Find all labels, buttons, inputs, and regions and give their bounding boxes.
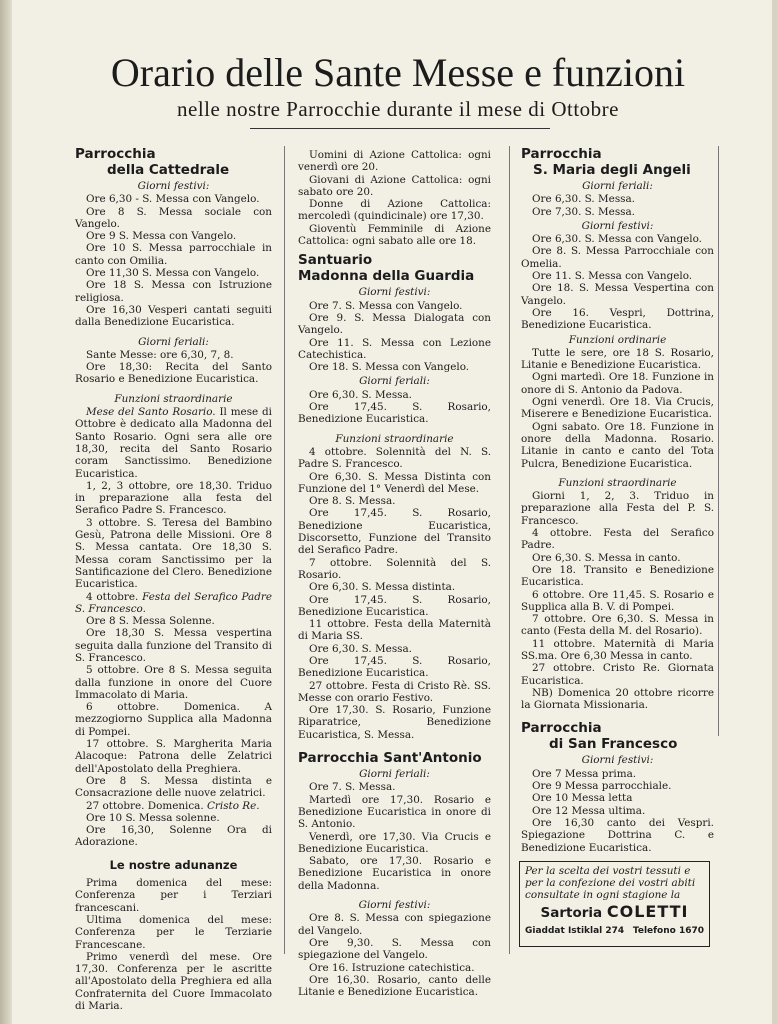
section-subheading: Giorni feriali: xyxy=(359,768,430,781)
section-subheading: Giorni feriali: xyxy=(582,180,653,192)
schedule-entry: NB) Domenica 20 ottobre ricorre la Giornata Missionaria. xyxy=(521,686,714,712)
parish-heading-cattedrale xyxy=(75,146,272,178)
schedule-entry: Ore 6,30. S. Messa in canto. xyxy=(532,551,681,564)
schedule-entry: 27 ottobre. Cristo Re. Giornata Eucaristica. xyxy=(521,662,714,687)
schedule-entry: Ore 16. Istruzione catechistica. xyxy=(309,961,475,974)
schedule-entry: Ore 16. Vespri, Dottrina, Benedizione Eucaristica. xyxy=(521,306,714,332)
section-subheading: Giorni festivi: xyxy=(581,219,654,232)
schedule-entry: Ore 16,30 Vesperi cantati seguiti dalla Benedizione Eucaristica. xyxy=(75,303,272,329)
heading-line: Parrocchia xyxy=(521,146,602,162)
schedule-entry: Ore 10 Messa letta xyxy=(532,792,633,805)
schedule-entry: Ore 18. S. Messa Vespertina con Vangelo. xyxy=(521,282,714,307)
page-spine-shadow xyxy=(0,0,12,1024)
section-subheading: Giorni festivi: xyxy=(581,754,654,767)
ad-phone: Telefono 1670 xyxy=(632,926,704,936)
schedule-entry: Ore 17,45. S. Rosario, Benedizione Eucaristica, Discorsetto, Funzione del Transito del Serafico Padre. xyxy=(298,507,491,557)
title-underline xyxy=(250,128,550,129)
column-angeli-francesco xyxy=(521,146,714,854)
schedule-entry: Ore 18 S. Messa con Istruzione religiosa. xyxy=(75,279,272,304)
ad-brand-prefix: Sartoria xyxy=(540,905,603,921)
adunanze-heading: Le nostre adunanze xyxy=(109,857,238,872)
schedule-entry: Ore 11,30 S. Messa con Vangelo. xyxy=(86,267,260,280)
schedule-entry: Ogni martedì. Ore 18. Funzione in onore di S. Antonio da Padova. xyxy=(521,371,714,396)
section-subheading: Giorni festivi: xyxy=(358,899,431,912)
schedule-entry: Ogni venerdì. Ore 18. Via Crucis, Miserere e Benedizione Eucaristica. xyxy=(521,396,714,421)
schedule-entry: Ore 16,30. Rosario, canto delle Litanie e Benedizione Eucaristica. xyxy=(298,973,491,999)
schedule-entry: Ore 6,30. S. Messa distinta. xyxy=(309,581,456,594)
schedule-entry: Ore 17,45. S. Rosario, Benedizione Eucaristica. xyxy=(298,593,491,618)
schedule-entry: Ore 6,30. S. Messa. xyxy=(309,642,412,655)
column-divider-3 xyxy=(718,146,719,736)
ad-brand-name: COLETTI xyxy=(606,902,689,921)
entry-emphasis: Festa del Serafico Padre S. Francesco. xyxy=(75,590,272,615)
schedule-entry: Ore 9 Messa parrocchiale. xyxy=(532,780,672,793)
schedule-entry: Ore 7. S. Messa. xyxy=(309,781,396,794)
parish-heading-guardia xyxy=(298,252,491,284)
heading-line: Parrocchia xyxy=(75,146,156,162)
heading-line: Santuario xyxy=(298,252,373,269)
section-subheading: Funzioni straordinarie xyxy=(335,432,454,445)
sartoria-advertisement xyxy=(519,861,710,947)
schedule-entry: Tutte le sere, ore 18 S. Rosario, Litanie e Benedizione Eucaristica. xyxy=(521,346,714,372)
section-subheading: Funzioni straordinarie xyxy=(558,476,677,489)
schedule-entry: 4 ottobre. Solennità del N. S. Padre S. Francesco. xyxy=(298,445,491,471)
ad-address: Giaddat Istiklal 274 xyxy=(525,926,625,936)
entry-text: 4 ottobre. xyxy=(86,590,143,603)
schedule-entry: 7 ottobre. Solennità del S. Rosario. xyxy=(298,556,491,581)
schedule-entry: Ore 16,30, Solenne Ora di Adorazione. xyxy=(75,824,272,849)
column-cattedrale xyxy=(75,146,272,1012)
schedule-entry: Ore 10 S. Messa solenne. xyxy=(86,811,220,824)
ad-text: Per la scelta dei vostri tessuti e per la confezione dei vostri abiti consultate in ogni stagione la xyxy=(525,865,696,901)
schedule-entry xyxy=(75,591,272,616)
schedule-entry: Ultima domenica del mese: Conferenza per le Terziarie Francescane. xyxy=(75,913,272,951)
ad-contact xyxy=(525,925,704,937)
schedule-entry: Ore 8 S. Messa Solenne. xyxy=(86,615,215,628)
schedule-entry: 4 ottobre. Festa del Serafico Padre. xyxy=(521,527,714,552)
schedule-entry: Ore 18,30 S. Messa vespertina seguita dalla funzione del Transito di S. Francesco. xyxy=(75,627,272,664)
section-subheading: Funzioni straordinarie xyxy=(114,392,233,405)
page-right-edge xyxy=(772,0,778,1024)
schedule-entry: Primo venerdì del mese. Ore 17,30. Conferenza per le ascritte all'Apostolato della Preghiera ed alla Confraternita del Cuore Immacolato di Maria. xyxy=(75,950,272,1012)
schedule-entry: Ogni sabato. Ore 18. Funzione in onore della Madonna. Rosario. Litanie in canto e canto del Tota Pulcra, Benedizione Eucaristica. xyxy=(521,420,714,470)
schedule-entry: Gioventù Femminile di Azione Cattolica: ogni sabato alle ore 18. xyxy=(298,222,491,248)
schedule-entry: Ore 7. S. Messa con Vangelo. xyxy=(309,299,463,312)
schedule-entry: Ore 6,30. S. Messa con Vangelo. xyxy=(532,233,702,246)
section-subheading: Funzioni ordinarie xyxy=(568,333,667,346)
schedule-entry: Donne di Azione Cattolica: mercoledì (quindicinale) ore 17,30. xyxy=(298,198,491,223)
parish-heading-angeli xyxy=(521,146,714,178)
schedule-entry: 11 ottobre. Maternità di Maria SS.ma. Ore 6,30 Messa in canto. xyxy=(521,637,714,662)
section-subheading: Giorni feriali: xyxy=(359,375,430,388)
ad-brand xyxy=(525,902,704,921)
schedule-entry: Giorni 1, 2, 3. Triduo in preparazione alla Festa del P. S. Francesco. xyxy=(521,490,714,527)
schedule-entry: Ore 8. S. Messa Parrocchiale con Omelia. xyxy=(521,245,714,270)
schedule-entry: Ore 18. Transito e Benedizione Eucaristica. xyxy=(521,563,714,589)
schedule-entry: 6 ottobre. Domenica. A mezzogiorno Supplica alla Madonna di Pompei. xyxy=(75,701,272,738)
schedule-entry: Ore 9,30. S. Messa con spiegazione del Vangelo. xyxy=(298,936,491,962)
schedule-entry: Ore 8 S. Messa sociale con Vangelo. xyxy=(75,205,272,230)
schedule-entry: 11 ottobre. Festa della Maternità di Maria SS. xyxy=(298,618,491,643)
column-guardia-antonio xyxy=(298,149,491,998)
schedule-entry: Ore 8. S. Messa. xyxy=(309,495,396,508)
schedule-entry: Venerdì, ore 17,30. Via Crucis e Benedizione Eucaristica. xyxy=(298,830,491,855)
schedule-entry: Martedì ore 17,30. Rosario e Benedizione Eucaristica in onore di S. Antonio. xyxy=(298,793,491,831)
section-subheading: Giorni festivi: xyxy=(137,180,210,192)
schedule-entry: Ore 8 S. Messa distinta e Consacrazione delle nuove zelatrici. xyxy=(75,774,272,800)
entry-text: Il mese di Ottobre è dedicato alla Madonna del Santo Rosario. Ogni sera alle ore 18,30, recita del Santo Rosario coram Sanctissimo. Benedizione Eucaristica. xyxy=(75,406,272,480)
schedule-entry: Ore 17,30. S. Rosario, Funzione Riparatrice, Benedizione Eucaristica, S. Messa. xyxy=(298,704,491,741)
heading-line: della Cattedrale xyxy=(107,162,230,178)
schedule-entry: Ore 7 Messa prima. xyxy=(532,767,637,780)
schedule-entry: Sabato, ore 17,30. Rosario e Benedizione Eucaristica in onore della Madonna. xyxy=(298,855,491,892)
section-subheading: Giorni festivi: xyxy=(358,286,431,299)
schedule-entry: Giovani di Azione Cattolica: ogni sabato ore 20. xyxy=(298,173,491,198)
schedule-entry: Ore 18,30: Recita del Santo Rosario e Benedizione Eucaristica. xyxy=(75,361,272,386)
heading-line: Parrocchia xyxy=(521,720,602,737)
schedule-entry: Ore 17,45. S. Rosario, Benedizione Eucaristica. xyxy=(298,401,491,426)
schedule-entry: Ore 17,45. S. Rosario, Benedizione Eucaristica. xyxy=(298,654,491,680)
column-divider-2 xyxy=(509,146,510,954)
schedule-entry: 17 ottobre. S. Margherita Maria Alacoque: Patrona delle Zelatrici dell'Apostolato della Preghiera. xyxy=(75,738,272,775)
schedule-entry: Ore 12 Messa ultima. xyxy=(532,804,646,817)
parish-heading-antonio: Parrocchia Sant'Antonio xyxy=(298,750,482,767)
page-subtitle: nelle nostre Parrocchie durante il mese di Ottobre xyxy=(177,97,619,121)
schedule-entry: Ore 6,30. S. Messa. xyxy=(309,388,412,401)
schedule-entry: Ore 6,30. S. Messa Distinta con Funzione del 1° Venerdì del Mese. xyxy=(298,470,491,495)
schedule-entry: 6 ottobre. Ore 11,45. S. Rosario e Supplica alla B. V. di Pompei. xyxy=(521,588,714,613)
schedule-entry: Uomini di Azione Cattolica: ogni venerdì ore 20. xyxy=(298,149,491,174)
schedule-entry: 5 ottobre. Ore 8 S. Messa seguita dalla funzione in onore del Cuore Immacolato di Maria. xyxy=(75,664,272,701)
entry-text: 27 ottobre. Domenica. xyxy=(86,799,207,812)
schedule-entry: Ore 10 S. Messa parrocchiale in canto con Omilia. xyxy=(75,242,272,267)
heading-line: S. Maria degli Angeli xyxy=(533,162,691,178)
page-title: Orario delle Sante Messe e funzioni xyxy=(110,50,686,95)
schedule-entry: 1, 2, 3 ottobre, ore 18,30. Triduo in preparazione alla festa del Serafico Padre S. Francesco. xyxy=(75,479,272,517)
section-subheading: Giorni feriali: xyxy=(138,335,209,348)
schedule-entry: 3 ottobre. S. Teresa del Bambino Gesù, Patrona delle Missioni. Ore 8 S. Messa cantata. Ore 18,30 S. Messa coram Sanctissimo per la Santificazione del Clero. Benedizione Eucaristica. xyxy=(75,516,272,591)
schedule-entry xyxy=(75,406,272,480)
schedule-entry: Ore 6,30 - S. Messa con Vangelo. xyxy=(86,193,260,206)
schedule-entry: Prima domenica del mese: Conferenza per i Terziari francescani. xyxy=(75,877,272,914)
column-divider-1 xyxy=(284,146,285,954)
schedule-entry: Ore 11. S. Messa con Lezione Catechistica. xyxy=(298,336,491,361)
schedule-entry: 7 ottobre. Ore 6,30. S. Messa in canto (Festa della M. del Rosario). xyxy=(521,613,714,638)
schedule-entry: Sante Messe: ore 6,30, 7, 8. xyxy=(86,348,234,361)
schedule-entry: Ore 8. S. Messa con spiegazione del Vangelo. xyxy=(298,912,491,937)
schedule-entry: Ore 9. S. Messa Dialogata con Vangelo. xyxy=(298,311,491,337)
schedule-entry: Ore 11. S. Messa con Vangelo. xyxy=(532,270,693,283)
schedule-entry: Ore 18. S. Messa con Vangelo. xyxy=(309,361,470,374)
schedule-entry: Ore 16,30 canto dei Vespri. Spiegazione Dottrina C. e Benedizione Eucaristica. xyxy=(521,816,714,854)
schedule-entry: 27 ottobre. Festa di Cristo Rè. SS. Messe con orario Festivo. xyxy=(298,679,491,704)
heading-line: di San Francesco xyxy=(549,736,678,753)
schedule-entry: Ore 6,30. S. Messa. xyxy=(532,193,635,206)
schedule-entry xyxy=(75,800,272,812)
heading-line: Madonna della Guardia xyxy=(298,268,475,285)
schedule-entry: Ore 7,30. S. Messa. xyxy=(532,205,635,218)
entry-emphasis: Mese del Santo Rosario. xyxy=(86,406,216,419)
schedule-entry: Ore 9 S. Messa con Vangelo. xyxy=(86,230,237,243)
parish-heading-francesco xyxy=(521,720,714,752)
entry-emphasis: Cristo Re. xyxy=(206,799,260,812)
